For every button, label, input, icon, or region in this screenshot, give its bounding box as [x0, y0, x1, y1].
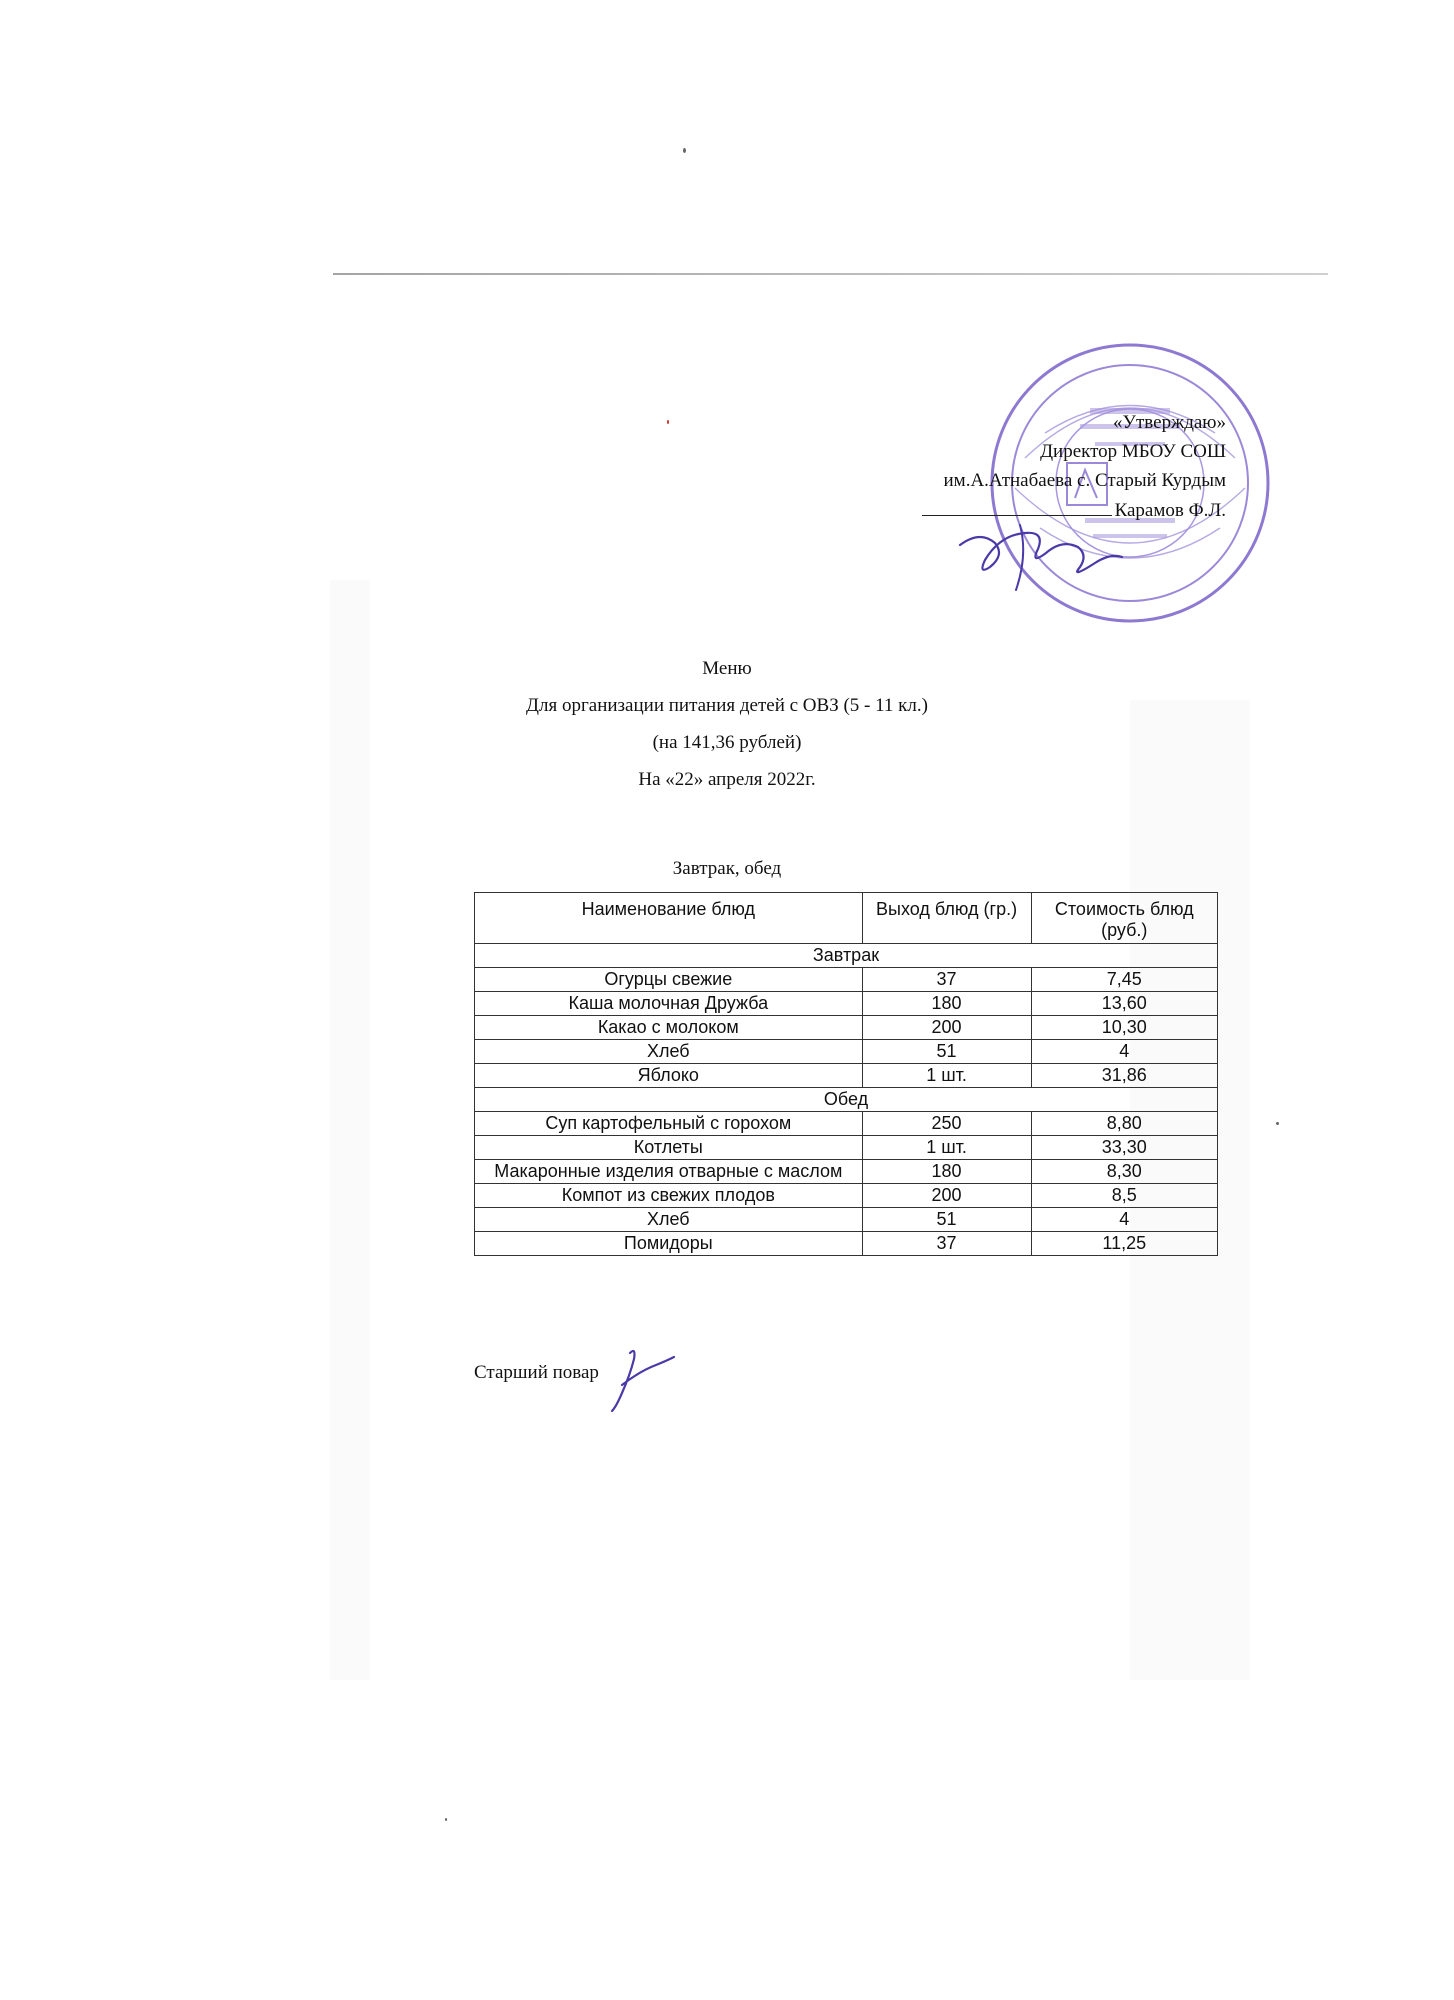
dish-output: 180 — [862, 1160, 1031, 1184]
table-row — [475, 992, 1218, 1016]
table-row — [475, 1160, 1218, 1184]
title-price-note: (на 141,36 рублей) — [652, 732, 802, 753]
scan-edge-line — [333, 273, 1328, 275]
table-row — [475, 1040, 1218, 1064]
header-dish-name: Наименование блюд — [475, 893, 863, 944]
dish-name: Хлеб — [475, 1040, 863, 1064]
dish-output: 51 — [862, 1208, 1031, 1232]
meal-heading: Завтрак, обед — [672, 858, 782, 879]
dish-output: 200 — [862, 1184, 1031, 1208]
approval-line-2: Директор МБОУ СОШ — [1040, 441, 1226, 462]
scan-speck — [445, 1818, 447, 1821]
dish-price: 8,5 — [1031, 1184, 1217, 1208]
dish-output: 1 шт. — [862, 1136, 1031, 1160]
dish-name: Каша молочная Дружба — [475, 992, 863, 1016]
dish-price: 33,30 — [1031, 1136, 1217, 1160]
dish-price: 10,30 — [1031, 1016, 1217, 1040]
table-row — [475, 1184, 1218, 1208]
table-row — [475, 1232, 1218, 1256]
dish-output: 180 — [862, 992, 1031, 1016]
dish-name: Котлеты — [475, 1136, 863, 1160]
dish-output: 1 шт. — [862, 1064, 1031, 1088]
chef-signature — [600, 1345, 680, 1415]
scan-speck — [1276, 1122, 1279, 1125]
section-row-breakfast — [475, 944, 1218, 968]
section-title: Обед — [475, 1088, 1218, 1112]
dish-name: Какао с молоком — [475, 1016, 863, 1040]
approval-line-1: «Утверждаю» — [1113, 412, 1226, 433]
dish-price: 8,80 — [1031, 1112, 1217, 1136]
scan-speck — [683, 148, 686, 153]
dish-output: 37 — [862, 968, 1031, 992]
dish-output: 250 — [862, 1112, 1031, 1136]
document-title — [0, 650, 1454, 798]
title-subtitle: Для организации питания детей с ОВЗ (5 - 11 кл.) — [526, 695, 928, 716]
table-row — [475, 1016, 1218, 1040]
chef-label: Старший повар — [474, 1362, 599, 1383]
table-row — [475, 1112, 1218, 1136]
dish-price: 11,25 — [1031, 1232, 1217, 1256]
approval-signer: Карамов Ф.Л. — [1114, 500, 1226, 521]
director-signature — [950, 505, 1130, 595]
header-output: Выход блюд (гр.) — [862, 893, 1031, 944]
dish-output: 37 — [862, 1232, 1031, 1256]
table-row — [475, 968, 1218, 992]
dish-name: Суп картофельный с горохом — [475, 1112, 863, 1136]
dish-name: Яблоко — [475, 1064, 863, 1088]
dish-name: Хлеб — [475, 1208, 863, 1232]
dish-name: Макаронные изделия отварные с маслом — [475, 1160, 863, 1184]
dish-output: 51 — [862, 1040, 1031, 1064]
dish-price: 7,45 — [1031, 968, 1217, 992]
dish-price: 4 — [1031, 1040, 1217, 1064]
menu-table — [474, 892, 1218, 1256]
dish-price: 31,86 — [1031, 1064, 1217, 1088]
dish-price: 13,60 — [1031, 992, 1217, 1016]
dish-price: 4 — [1031, 1208, 1217, 1232]
title-date: На «22» апреля 2022г. — [638, 769, 816, 790]
scan-speck — [667, 420, 669, 424]
table-header-row — [475, 893, 1218, 944]
dish-output: 200 — [862, 1016, 1031, 1040]
header-price: Стоимость блюд (руб.) — [1031, 893, 1217, 944]
dish-name: Компот из свежих плодов — [475, 1184, 863, 1208]
approval-line-3: им.А.Атнабаева с. Старый Курдым — [943, 470, 1226, 491]
section-row-lunch — [475, 1088, 1218, 1112]
table-row — [475, 1208, 1218, 1232]
table-row — [475, 1064, 1218, 1088]
dish-name: Помидоры — [475, 1232, 863, 1256]
table-row — [475, 1136, 1218, 1160]
dish-price: 8,30 — [1031, 1160, 1217, 1184]
dish-name: Огурцы свежие — [475, 968, 863, 992]
title-heading: Меню — [702, 658, 752, 679]
section-title: Завтрак — [475, 944, 1218, 968]
